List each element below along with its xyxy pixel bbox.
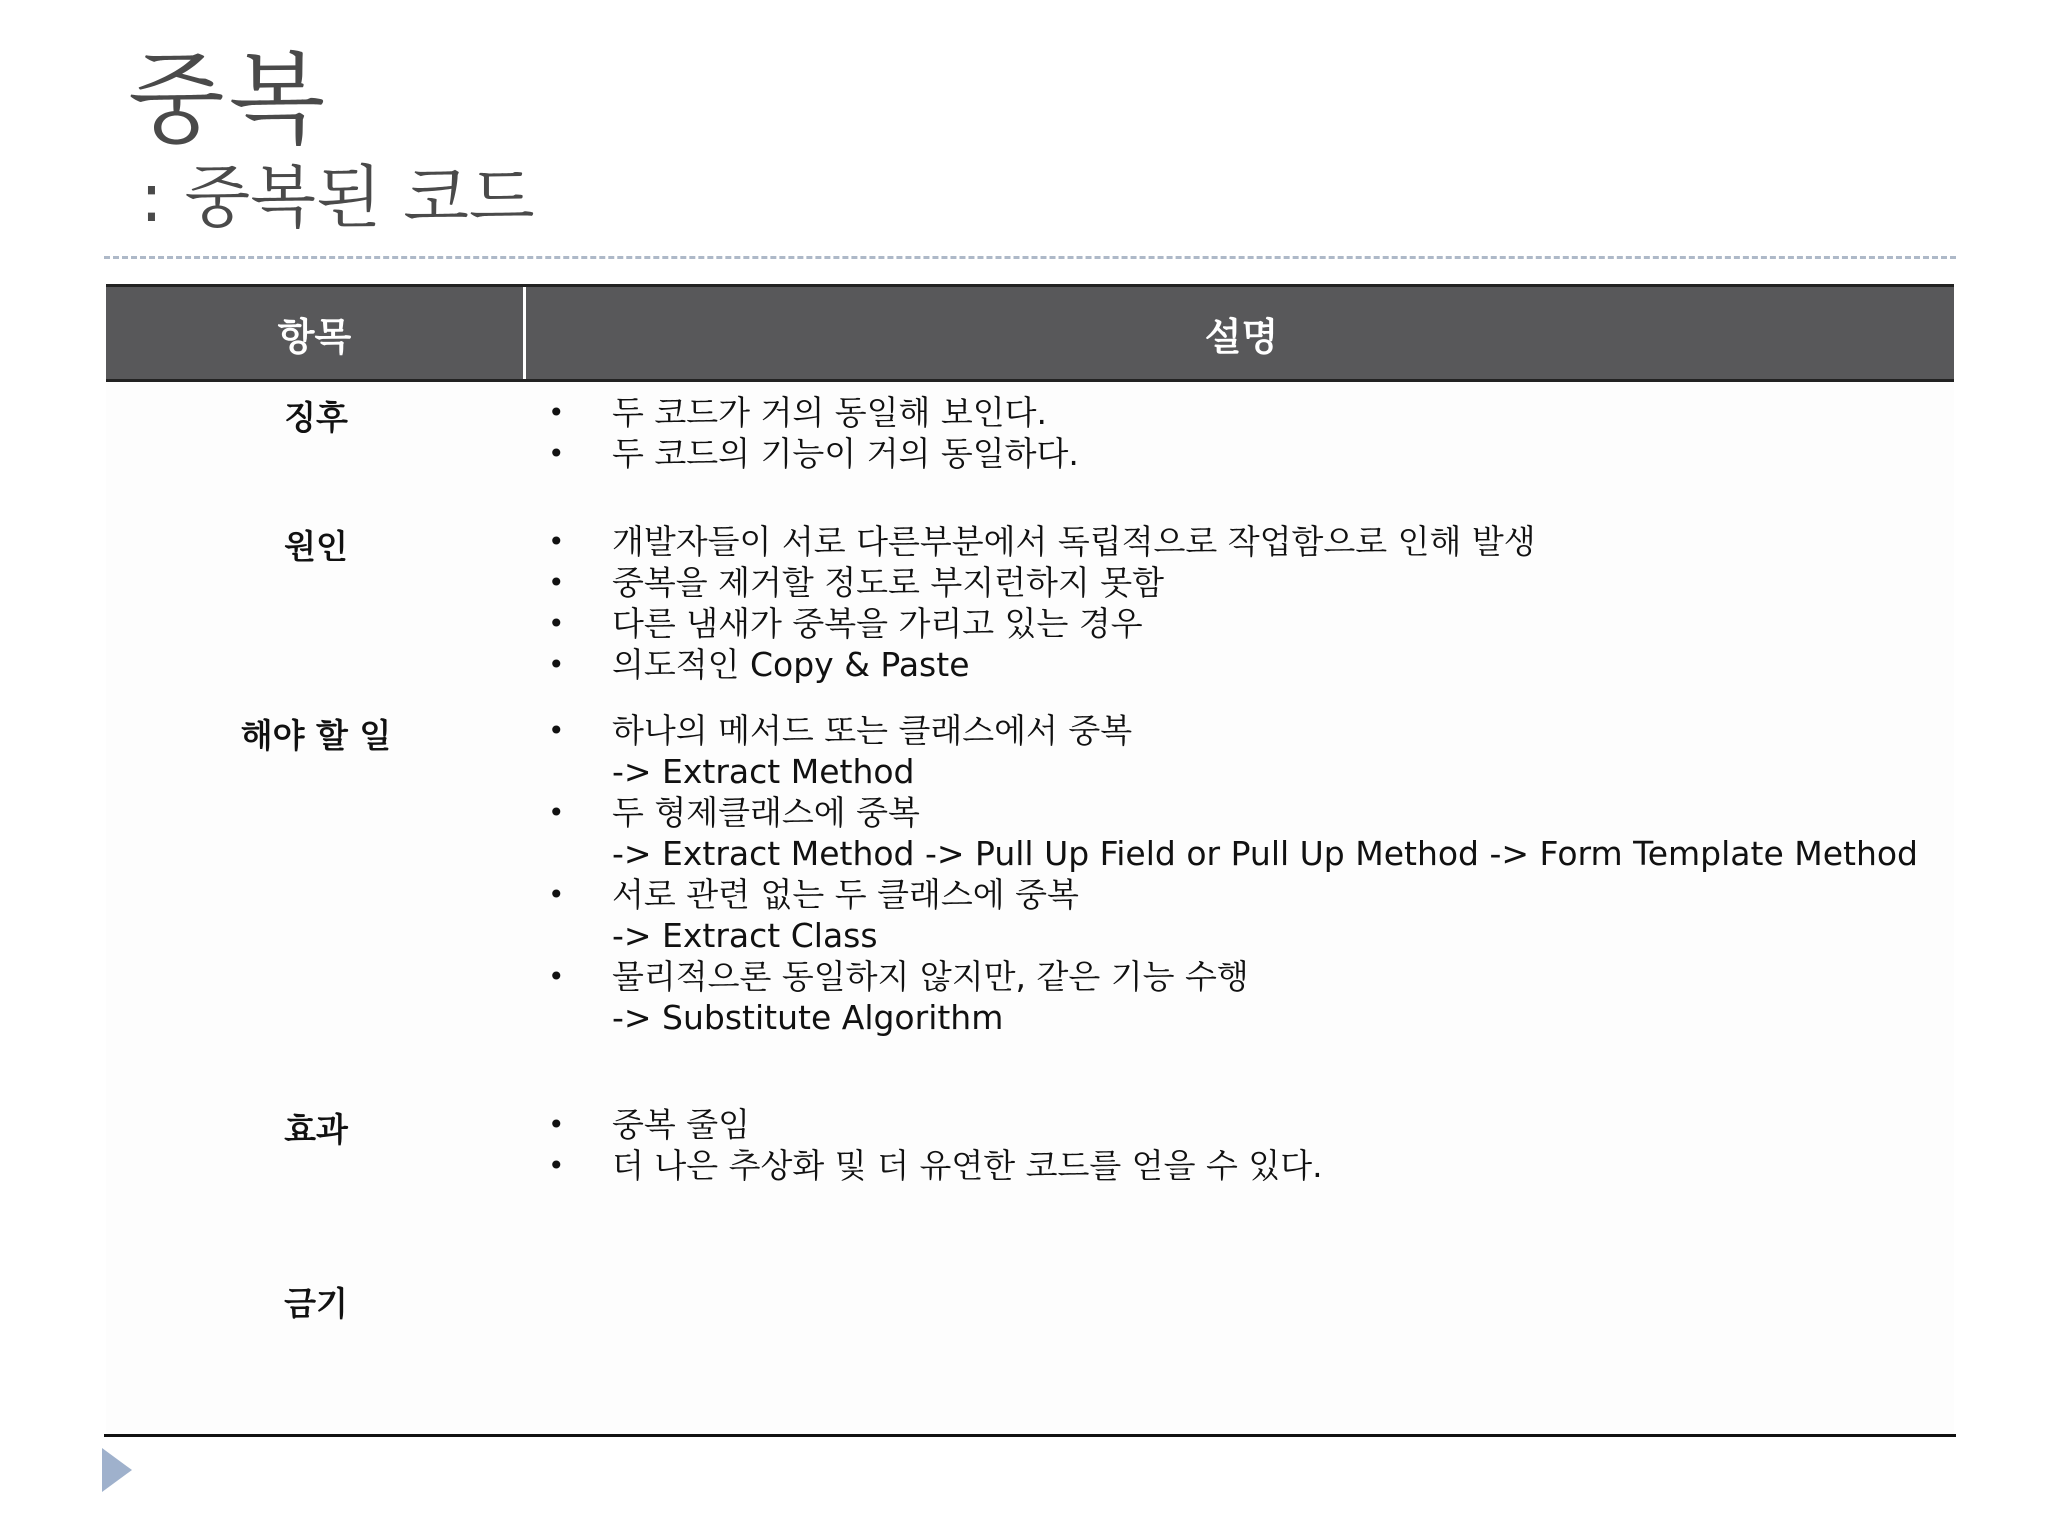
bullet-icon: • xyxy=(548,1149,565,1182)
list-item: • 두 형제클래스에 중복 -> Extract Method -> Pull Up Field or Pull Up Method -> Form Template Method xyxy=(548,793,1918,873)
row-label-cause: 원인 xyxy=(284,527,348,566)
row-label-taboo: 금기 xyxy=(284,1284,348,1323)
title-divider xyxy=(104,256,1956,259)
row-label-effect: 효과 xyxy=(284,1110,348,1149)
list-item: • 두 코드의 기능이 거의 동일하다. xyxy=(548,434,1079,473)
bullet-icon: • xyxy=(548,714,565,747)
refactoring-hint: -> Extract Class xyxy=(612,916,878,955)
list-item: • 중복을 제거할 정도로 부지런하지 못함 xyxy=(548,563,1165,602)
bullet-icon: • xyxy=(548,878,565,911)
refactoring-hint: -> Extract Method xyxy=(612,752,915,791)
bullet-icon: • xyxy=(548,437,565,470)
bullet-icon: • xyxy=(548,566,565,599)
bullet-icon: • xyxy=(548,960,565,993)
row-label-symptom: 징후 xyxy=(284,398,348,437)
list-item: • 두 코드가 거의 동일해 보인다. xyxy=(548,393,1047,432)
slide-subtitle: : 중복된 코드 xyxy=(140,159,535,238)
row-label-todo: 해야 할 일 xyxy=(240,716,392,755)
header-description: 설명 xyxy=(1204,314,1279,359)
list-item: • 중복 줄임 xyxy=(548,1105,751,1144)
refactoring-hint: -> Extract Method -> Pull Up Field or Pull Up Method -> Form Template Method xyxy=(612,834,1918,873)
play-arrow-icon[interactable] xyxy=(102,1448,132,1492)
list-item: • 서로 관련 없는 두 클래스에 중복 -> Extract Class xyxy=(540,874,1918,956)
list-item: • 물리적으론 동일하지 않지만, 같은 기능 수행 -> Substitute Algorithm xyxy=(540,956,1918,1038)
footer-divider xyxy=(104,1434,1956,1437)
list-item: • 다른 냄새가 중복을 가리고 있는 경우 xyxy=(548,604,1143,643)
todo-list xyxy=(540,710,1918,1038)
list-item: • 하나의 메서드 또는 클래스에서 중복 -> Extract Method xyxy=(540,710,1918,792)
effect-list xyxy=(540,1104,1323,1186)
bullet-icon: • xyxy=(548,607,565,640)
slide-title: 중복 xyxy=(128,41,330,158)
symptom-list xyxy=(540,392,1079,474)
list-item: • 더 나은 추상화 및 더 유연한 코드를 얻을 수 있다. xyxy=(548,1146,1323,1185)
refactoring-hint: -> Substitute Algorithm xyxy=(612,998,1004,1037)
table-header xyxy=(106,284,1954,382)
bullet-icon: • xyxy=(548,796,565,829)
header-item: 항목 xyxy=(106,287,526,379)
bullet-icon: • xyxy=(548,1108,565,1141)
list-item: • 의도적인 Copy & Paste xyxy=(548,645,970,684)
bullet-icon: • xyxy=(548,525,565,558)
bullet-icon: • xyxy=(548,396,565,429)
cause-list xyxy=(540,521,1536,685)
list-item: • 개발자들이 서로 다른부분에서 독립적으로 작업함으로 인해 발생 xyxy=(548,522,1536,561)
bullet-icon: • xyxy=(548,648,565,681)
